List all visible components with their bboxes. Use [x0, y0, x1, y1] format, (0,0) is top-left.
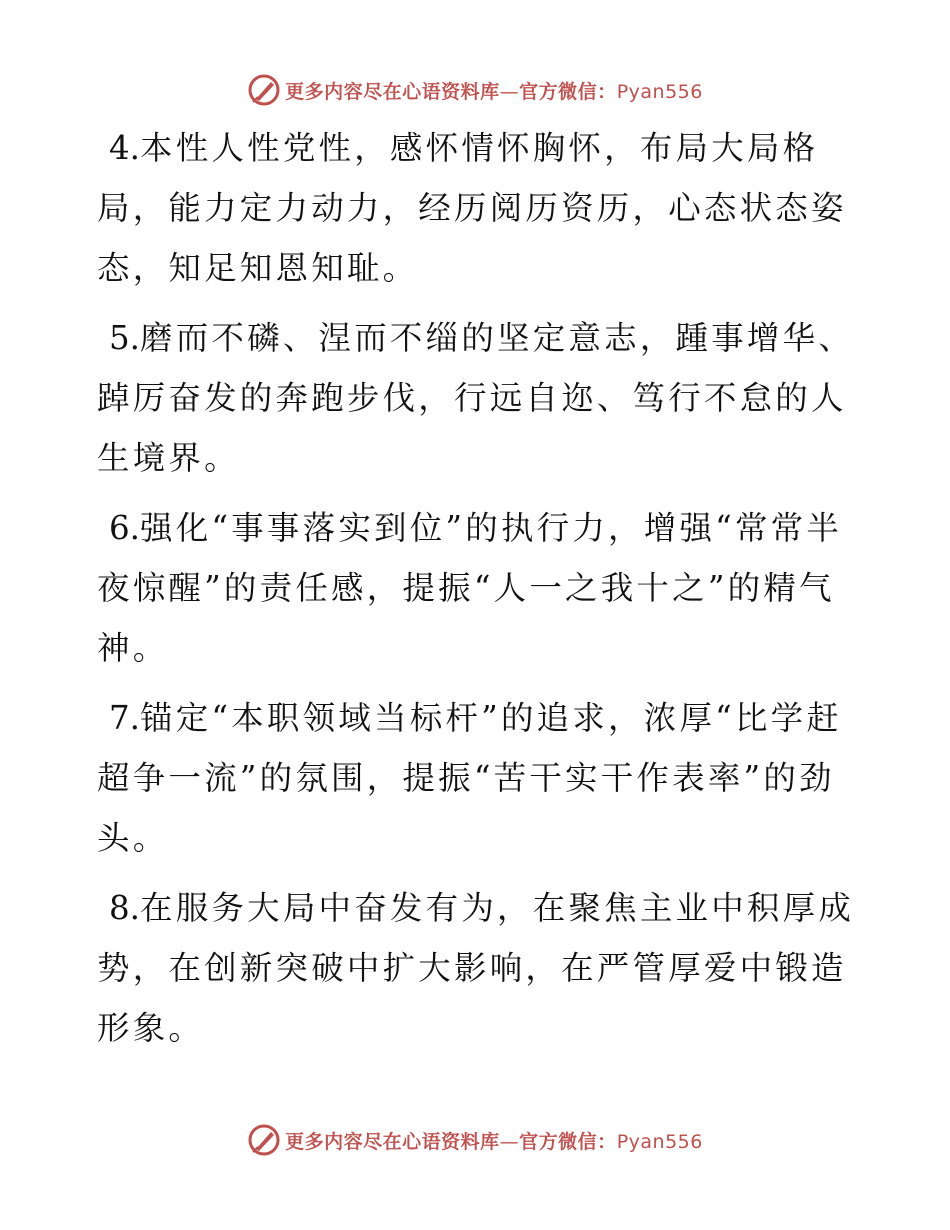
- paragraph-8: [97, 878, 857, 1058]
- header-text: [285, 77, 703, 104]
- paragraph-7: [97, 688, 857, 868]
- header-banner: [0, 70, 950, 110]
- header-wechat-id: Pyan556: [616, 80, 703, 103]
- document-body: [97, 118, 857, 1068]
- quill-pen-logo-icon: [247, 1123, 281, 1157]
- footer-banner: [0, 1120, 950, 1160]
- footer-separator: —: [499, 1130, 520, 1153]
- header-separator: —: [499, 80, 520, 103]
- paragraph-number: 6.: [109, 509, 141, 547]
- paragraph-6: [97, 498, 857, 678]
- paragraph-4: [97, 118, 857, 298]
- paragraph-number: 5.: [109, 319, 141, 357]
- paragraph-text: 本性人性党性，感怀情怀胸怀，布局大局格局，能力定力动力，经历阅历资历，心态状态姿态，知足知恩知耻。: [97, 129, 847, 287]
- paragraph-text: 强化“事事落实到位”的执行力，增强“常常半夜惊醒”的责任感，提振“人一之我十之”的精气神。: [97, 509, 843, 667]
- paragraph-number: 4.: [109, 129, 141, 167]
- paragraph-number: 8.: [109, 889, 141, 927]
- header-site-text: 更多内容尽在心语资料库: [285, 80, 500, 103]
- paragraph-text: 磨而不磷、涅而不缁的坚定意志，踵事增华、踔厉奋发的奔跑步伐，行远自迩、笃行不怠的人生境界。: [97, 319, 855, 477]
- paragraph-number: 7.: [109, 699, 141, 737]
- paragraph-5: [97, 308, 857, 488]
- header-wechat-label: 官方微信：: [519, 80, 617, 103]
- footer-wechat-label: 官方微信：: [519, 1130, 617, 1153]
- footer-text: [285, 1127, 703, 1154]
- paragraph-text: 锚定“本职领域当标杆”的追求，浓厚“比学赶超争一流”的氛围，提振“苦干实干作表率”的劲头。: [97, 699, 843, 857]
- quill-pen-logo-icon: [247, 73, 281, 107]
- paragraph-text: 在服务大局中奋发有为，在聚焦主业中积厚成势，在创新突破中扩大影响，在严管厚爱中锻造形象。: [97, 889, 855, 1047]
- footer-wechat-id: Pyan556: [616, 1130, 703, 1153]
- footer-site-text: 更多内容尽在心语资料库: [285, 1130, 500, 1153]
